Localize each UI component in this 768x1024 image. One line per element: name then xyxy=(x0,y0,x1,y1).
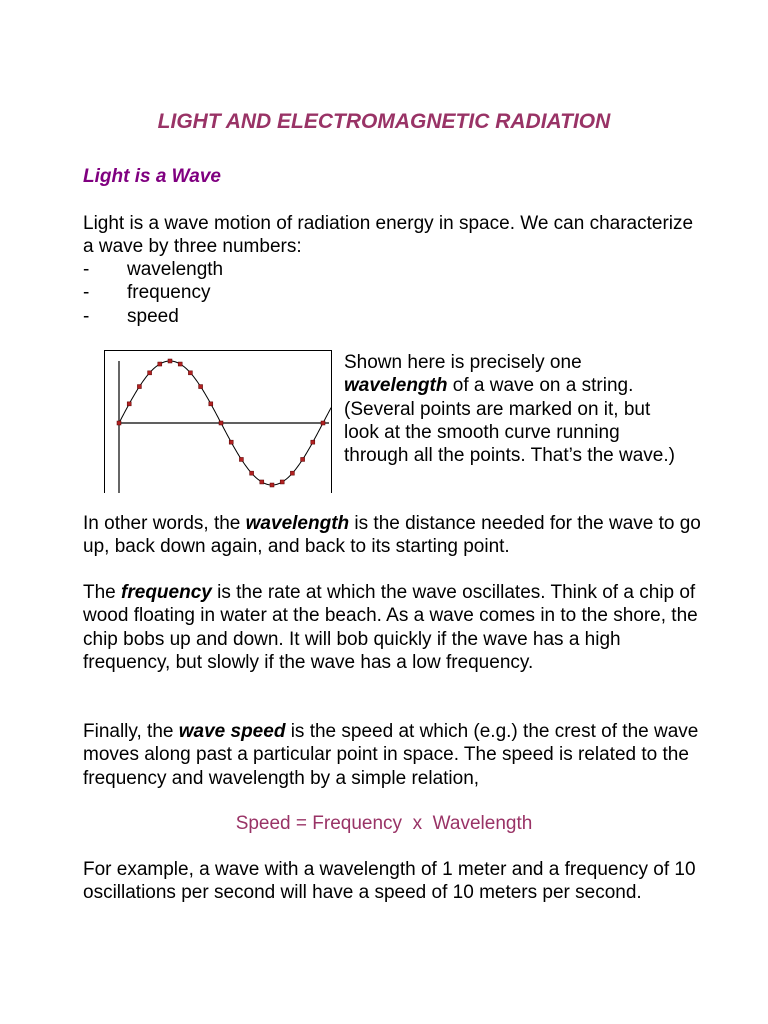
frequency-term: frequency xyxy=(121,582,212,603)
caption-term: wavelength xyxy=(344,375,448,397)
wave-point xyxy=(260,480,264,484)
paragraph-text-start: In other words, the xyxy=(83,513,246,534)
wave-speed-term: wave speed xyxy=(178,721,286,742)
paragraph-text-start: Finally, the xyxy=(83,721,179,742)
example-paragraph: For example, a wave with a wavelength of 1 meter and a frequency of 10 oscillations per second will have a speed of 10 meters per second. xyxy=(83,859,696,904)
caption-text-start: Shown here is precisely one xyxy=(344,352,582,373)
caption-text-end: of a wave on a string. (Several points are marked on it, but look at the smooth curve running through all the points. That’s the wave.) xyxy=(344,375,675,467)
wave-point xyxy=(117,421,121,425)
wave-point xyxy=(239,457,243,461)
wave-point xyxy=(219,421,223,425)
wave-point xyxy=(301,457,305,461)
wave-point xyxy=(199,385,203,389)
paragraph-text-start: The xyxy=(83,582,122,603)
page-title: LIGHT AND ELECTROMAGNETIC RADIATION xyxy=(157,110,611,133)
wave-point xyxy=(158,362,162,366)
wave-point xyxy=(148,371,152,375)
wave-point xyxy=(178,362,182,366)
list-item xyxy=(83,281,223,304)
wavelength-term: wavelength xyxy=(245,513,350,534)
wave-speed-paragraph xyxy=(83,720,703,790)
wave-point xyxy=(321,421,325,425)
wave-point xyxy=(280,480,284,484)
list-item xyxy=(83,305,223,328)
list-item-text: wavelength xyxy=(127,259,224,280)
list-item-text: speed xyxy=(127,305,179,327)
intro-paragraph: Light is a wave motion of radiation energy in space. We can characterize a wave by three numbers: xyxy=(83,213,694,258)
wave-diagram xyxy=(105,351,331,493)
list-marker: - xyxy=(83,282,90,304)
speed-formula: Speed = Frequency x Wavelength xyxy=(235,813,533,834)
list-marker: - xyxy=(83,259,90,280)
wave-point xyxy=(290,471,294,475)
wave-point xyxy=(127,402,131,406)
wave-point xyxy=(168,359,172,363)
paragraph-text-end: is the distance needed for the wave to go up, back down again, and back to its starting point. xyxy=(83,513,701,558)
frequency-paragraph xyxy=(83,581,703,674)
paragraph-text-end: is the speed at which (e.g.) the crest of the wave moves along past a particular point in space. The speed is related to the frequency and wavelength by a simple relation, xyxy=(83,721,699,789)
wave-point xyxy=(188,371,192,375)
wave-point xyxy=(229,440,233,444)
section-heading: Light is a Wave xyxy=(83,166,221,187)
wave-point xyxy=(137,385,141,389)
wave-properties-list xyxy=(83,258,223,328)
list-marker: - xyxy=(83,305,90,327)
wave-point xyxy=(270,483,274,487)
figure-caption xyxy=(344,351,684,467)
paragraph-text-end: is the rate at which the wave oscillates. Think of a chip of wood floating in water at the beach. As a wave comes in to the shore, the chip bobs up and down. It will bob quickly if the wave has a high frequency, but slowly if the wave has a low frequency. xyxy=(83,582,698,673)
wave-point xyxy=(311,440,315,444)
wave-point xyxy=(209,402,213,406)
wavelength-paragraph xyxy=(83,512,703,559)
list-item xyxy=(83,258,223,281)
wave-point xyxy=(250,471,254,475)
list-item-text: frequency xyxy=(127,282,211,304)
wave-figure xyxy=(104,350,332,493)
